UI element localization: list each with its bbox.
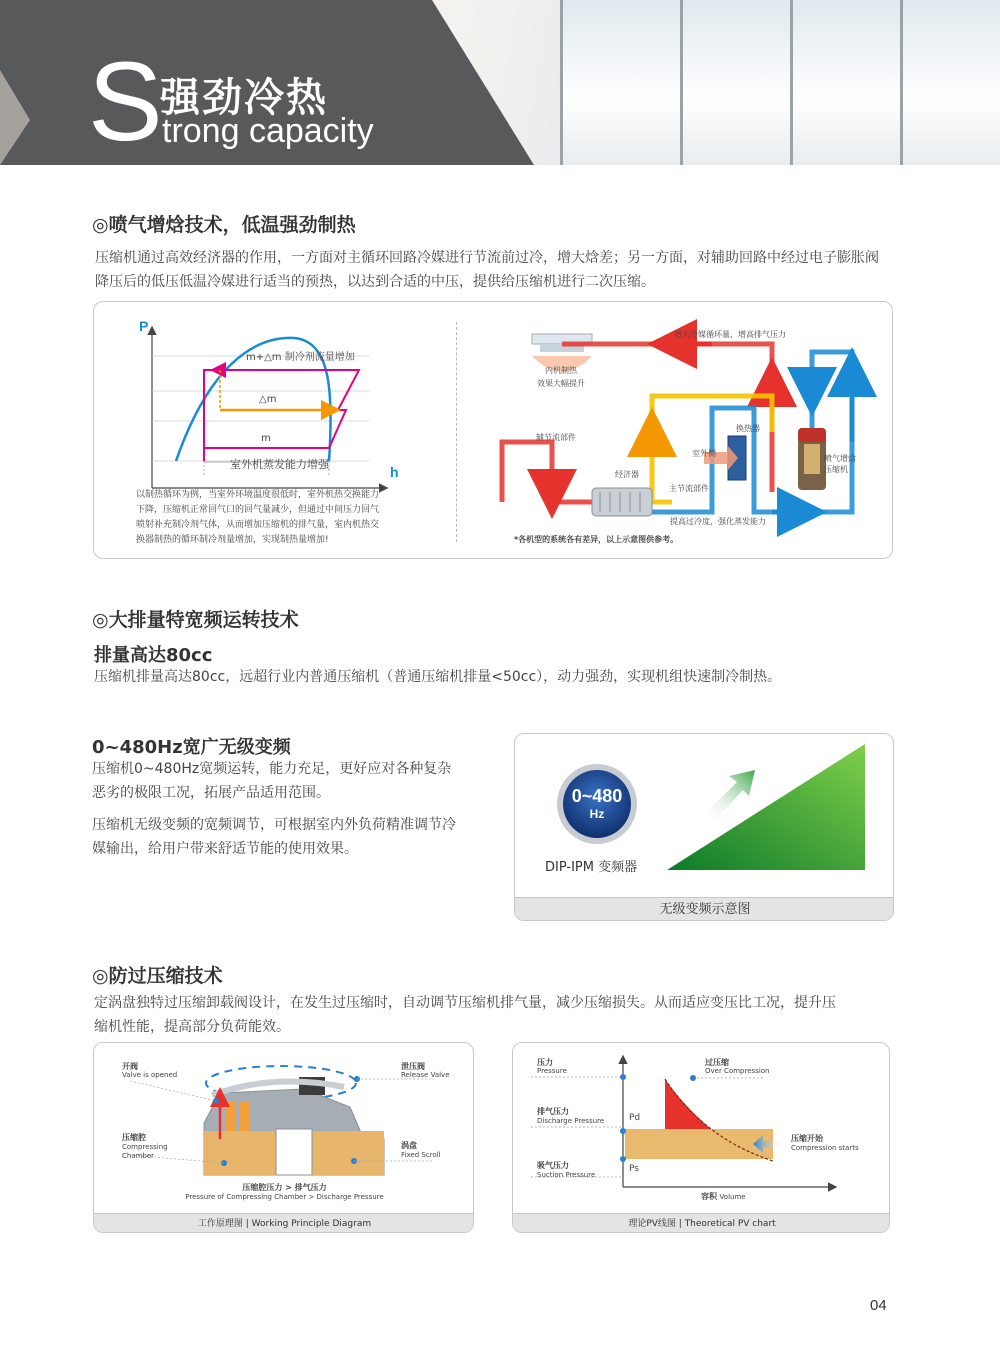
caption-en: Theoretical PV chart [684, 1219, 776, 1229]
relief-cn: 泄压阀 [401, 1062, 425, 1071]
desc-line: 定涡盘独特过压缩卸载阀设计，在发生过压缩时，自动调节压缩机排气量，减少压缩损失。从而适应变压比工况，提升压 [94, 995, 836, 1011]
pressure-en: Pressure [537, 1067, 567, 1075]
sub-title-80cc: 排量高达80cc [94, 645, 213, 666]
cycle-top-label: 增大冷媒循环量，增高排气压力 [674, 330, 786, 339]
economizer-icon [592, 488, 652, 516]
compressor-label: 压缩机 [824, 465, 848, 474]
ramp-arrow-icon [705, 770, 755, 822]
formula-cn: 压缩腔压力 > 排气压力 [242, 1183, 327, 1192]
valve-open-cn: 开阀 [122, 1062, 138, 1071]
cycle-bottom-label: 提高过冷度，强化蒸发能力 [670, 517, 766, 526]
volume-cn: 容积 [701, 1192, 717, 1201]
indoor-label: 内机制热 [545, 366, 577, 375]
caption-en: Working Principle Diagram [251, 1219, 372, 1229]
compressor-icon [798, 428, 826, 490]
panel-divider [456, 322, 457, 542]
discharge-cn: 排气压力 [537, 1107, 569, 1116]
title-letter-s: S [88, 39, 163, 164]
page-number: 04 [870, 1297, 887, 1314]
evi-panel [93, 301, 893, 559]
ph-note [136, 488, 436, 548]
section-title-overcompression: ◎防过压缩技术 [92, 965, 223, 987]
inverter-panel [514, 733, 894, 921]
desc-line: 压缩机0~480Hz宽频运转，能力充足，更好应对各种复杂 [92, 761, 452, 777]
caption-cn: 理论PV线图 [628, 1219, 676, 1229]
discharge-en: Discharge Pressure [537, 1117, 605, 1125]
desc-line: 媒输出，给用户带来舒适节能的使用效果。 [92, 841, 358, 857]
pv-chart [513, 1043, 890, 1213]
formula-en: Pressure of Compressing Chamber > Discharge Pressure [185, 1193, 384, 1201]
section-title-evi: ◎喷气增焓技术，低温强劲制热 [92, 214, 356, 236]
volume-en: Volume [719, 1193, 746, 1201]
suction-en: Suction Pressure [537, 1171, 596, 1179]
ph-label-evap: 室外机蒸发能力增强 [230, 458, 329, 471]
over-en: Over Compression [705, 1067, 770, 1075]
start-en: Compression starts [791, 1144, 859, 1152]
scroll-en: Fixed Scroll [401, 1151, 441, 1159]
ph-note-line: 喷射补充制冷剂气体，从而增加压缩机的排气量，室内机热交 [136, 520, 380, 530]
ph-label-m: m [261, 433, 271, 444]
sub-desc-freq [92, 757, 492, 861]
aux-throttle-label: 辅节流部件 [536, 433, 576, 442]
ph-label-total: m+△m 制冷剂流量增加 [246, 352, 355, 363]
page-subtitle: trong capacity [162, 112, 374, 150]
ph-note-line: 换器制热的循环制冷剂量增加，实现制热量增加! [136, 535, 329, 545]
badge-unit: Hz [589, 807, 605, 821]
pv-chart-caption: 理论PV线图 | Theoretical PV chart [513, 1213, 890, 1233]
section-desc [95, 246, 915, 294]
inverter-caption: 无级变频示意图 [515, 897, 894, 921]
desc-line: 降压后的低压低温冷媒进行适当的预热，以达到合适的中压，提供给压缩机进行二次压缩。 [95, 274, 655, 290]
indoor-label: 效果大幅提升 [537, 379, 585, 388]
pd-label: Pd [629, 1113, 641, 1123]
frequency-ramp [667, 744, 865, 870]
sub-desc-80cc: 压缩机排量高达80cc，远超行业内普通压缩机（普通压缩机排量<50cc），动力强劲，实现机组快速制冷制热。 [94, 669, 782, 685]
ps-label: Ps [629, 1164, 639, 1174]
header-banner [0, 0, 1000, 165]
working-principle-panel [93, 1042, 474, 1233]
relief-en: Release Valve [401, 1071, 450, 1079]
compressor-label: 喷气增焓 [824, 454, 856, 463]
ph-label-dm: △m [259, 394, 277, 405]
ph-axis-h-label: h [390, 464, 399, 480]
pv-discharge-band [625, 1129, 773, 1159]
suction-cn: 吸气压力 [537, 1161, 569, 1170]
caption-cn: 工作原理图 [197, 1219, 243, 1229]
over-cn: 过压缩 [705, 1058, 729, 1067]
section-desc [94, 991, 914, 1039]
volume-label [701, 1191, 746, 1202]
pv-overcompression-area [665, 1079, 711, 1129]
desc-line: 压缩机无级变频的宽频调节，可根据室内外负荷精准调节冷 [92, 817, 456, 833]
economizer-label: 经济器 [615, 470, 639, 479]
chamber-en: Compressing [122, 1143, 168, 1151]
ph-note-line: 下降，压缩机正常回气口的回气量减少，但通过中间压力回气 [136, 505, 380, 515]
sub-title-freq: 0~480Hz宽广无级变频 [92, 737, 291, 758]
chamber-cn: 压缩腔 [122, 1133, 146, 1142]
ph-note-line: 以制热循环为例，当室外环境温度很低时，室外机热交换能力 [136, 490, 380, 500]
desc-line: 缩机性能，提高部分负荷能效。 [94, 1019, 290, 1035]
pressure-cn: 压力 [537, 1058, 553, 1067]
valve-open-en: Valve is opened [122, 1071, 178, 1079]
pv-chart-panel [512, 1042, 890, 1233]
ph-cycle-magenta [204, 370, 359, 461]
desc-line: 压缩机通过高效经济器的作用，一方面对主循环回路冷媒进行节流前过冷，增大焓差；另一方面，对辅助回路中经过电子膨胀阀 [95, 250, 879, 266]
main-throttle-label: 主节流部件 [669, 484, 709, 493]
cycle-footnote: *各机型的系统各有差异，以上示意图供参考。 [514, 535, 679, 544]
start-cn: 压缩开始 [791, 1134, 823, 1143]
desc-line: 恶劣的极限工况，拓展产品适用范围。 [92, 785, 330, 801]
outdoor-side-label: 室外侧 [692, 449, 716, 458]
badge-value: 0~480 [571, 786, 623, 806]
ph-axis-p-label: P [139, 318, 149, 334]
scroll-cn: 涡盘 [401, 1141, 417, 1150]
section-title-displacement: ◎大排量特宽频运转技术 [92, 609, 299, 631]
page-title: 强劲冷热 [160, 75, 328, 121]
inverter-label: DIP-IPM 变频器 [545, 860, 638, 875]
working-principle-caption: 工作原理图 | Working Principle Diagram [94, 1213, 474, 1233]
chamber-en: Chamber [122, 1152, 155, 1160]
heat-exchanger-label: 换热器 [736, 424, 760, 433]
